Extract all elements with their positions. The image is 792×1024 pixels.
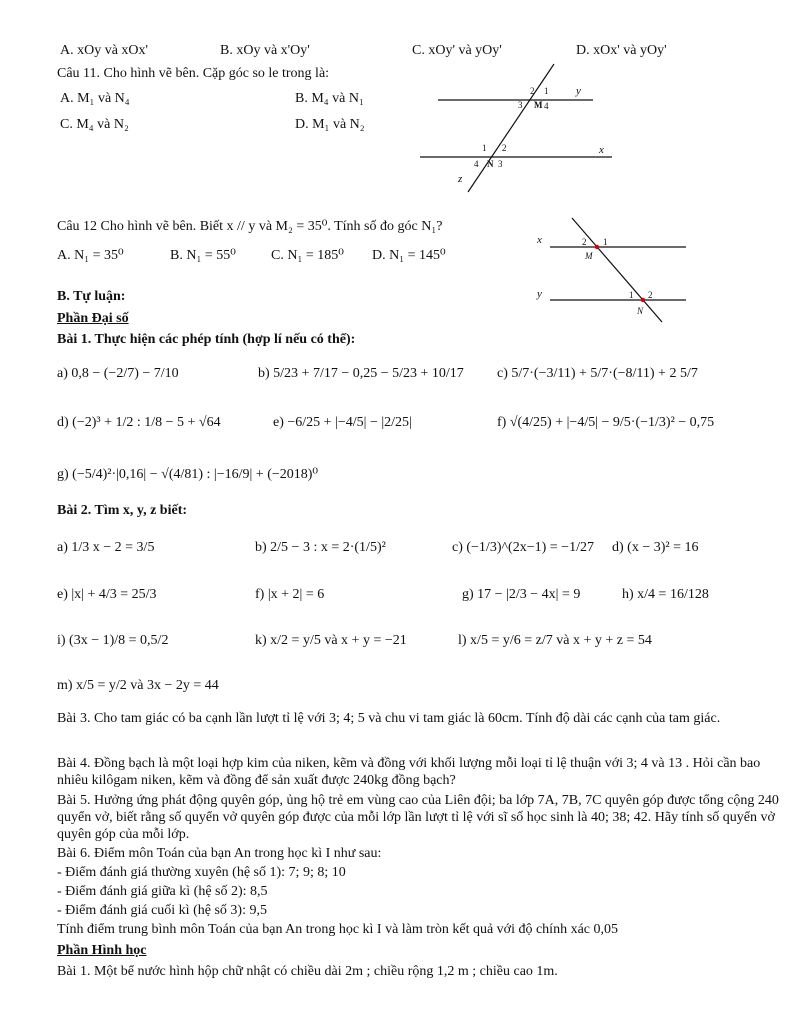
q11-option-b: B. M₄ và N₁: [295, 91, 364, 106]
q11-label-m4: 4: [544, 101, 549, 111]
q11-label-m1: 1: [544, 86, 549, 96]
q11-label-n: N: [487, 159, 494, 169]
q12-figure: [530, 214, 700, 326]
bai6-line4: Tính điểm trung bình môn Toán của bạn An trong học kì I và làm tròn kết quả với độ chính xác 0,05: [57, 922, 618, 937]
q10-option-d: D. xOx' và yOy': [576, 43, 667, 58]
q12-transversal: [572, 218, 662, 322]
q10-option-c: C. xOy' và yOy': [412, 43, 502, 58]
q12-option-c: C. N₁ = 185⁰: [271, 248, 344, 263]
bai3: Bài 3. Cho tam giác có ba cạnh lần lượt tỉ lệ với 3; 4; 5 và chu vi tam giác là 60cm. Tính độ dài các cạnh của tam giác.: [57, 711, 721, 726]
bai2-i: i) (3x − 1)/8 = 0,5/2: [57, 633, 169, 648]
bai4: Bài 4. Đồng bạch là một loại hợp kim của niken, kẽm và đồng với khối lượng mỗi loại tỉ lệ thuận với 3; 4 và 13 . Hỏi cần bao nhiêu kilôgam niken, kẽm và đồng để sản xuất được 240kg đồng bạch?: [57, 756, 761, 788]
q12-label-n2: 2: [648, 290, 653, 300]
q12-label-y: y: [537, 288, 542, 300]
bai2-a: a) 1/3 x − 2 = 3/5: [57, 540, 155, 555]
bai2-b: b) 2/5 − 3 : x = 2·(1/5)²: [255, 540, 386, 555]
bai2-c: c) (−1/3)^(2x−1) = −1/27: [452, 540, 594, 555]
q12-label-m: M: [585, 251, 593, 261]
q12-option-d: D. N₁ = 145⁰: [372, 248, 446, 263]
bai1-c: c) 5/7·(−3/11) + 5/7·(−8/11) + 2 5/7: [497, 366, 698, 381]
q10-option-b: B. xOy và x'Oy': [220, 43, 310, 58]
q11-label-m3: 3: [518, 100, 523, 110]
q12-label-n: N: [637, 306, 644, 316]
heading-hinh-hoc: Phần Hình học: [57, 943, 147, 958]
q11-label-n4: 4: [474, 159, 479, 169]
bai6-line3: - Điểm đánh giá cuối kì (hệ số 3): 9,5: [57, 903, 267, 918]
bai2-k: k) x/2 = y/5 và x + y = −21: [255, 633, 407, 648]
q11-label-x: x: [599, 144, 604, 156]
q11-label-m2: 2: [530, 86, 535, 96]
bai6-line1: - Điểm đánh giá thường xuyên (hệ số 1): 7; 9; 8; 10: [57, 865, 346, 880]
heading-tu-luan: B. Tự luận:: [57, 289, 126, 304]
heading-bai1: Bài 1. Thực hiện các phép tính (hợp lí nếu có thể):: [57, 332, 356, 347]
q12-label-x: x: [537, 234, 542, 246]
hh-bai1: Bài 1. Một bể nước hình hộp chữ nhật có chiều dài 2m ; chiều rộng 1,2 m ; chiều cao 1m.: [57, 964, 558, 979]
q11-transversal: [468, 64, 554, 192]
bai2-e: e) |x| + 4/3 = 25/3: [57, 587, 157, 602]
q11-label-y: y: [576, 85, 581, 97]
q12-label-m1: 1: [603, 237, 608, 247]
q12-label-n1: 1: [629, 290, 634, 300]
q11-label-n3: 3: [498, 159, 503, 169]
q11-label-n1: 1: [482, 143, 487, 153]
q10-option-a: A. xOy và xOx': [60, 43, 149, 58]
bai1-d: d) (−2)³ + 1/2 : 1/8 − 5 + √64: [57, 415, 221, 430]
bai2-g: g) 17 − |2/3 − 4x| = 9: [462, 587, 581, 602]
q12-point-n: [641, 298, 645, 302]
bai6-line2: - Điểm đánh giá giữa kì (hệ số 2): 8,5: [57, 884, 268, 899]
q11-stem: Câu 11. Cho hình vẽ bên. Cặp góc so le trong là:: [57, 66, 330, 81]
q11-label-m: M: [534, 100, 543, 110]
q12-option-b: B. N₁ = 55⁰: [170, 248, 236, 263]
q11-figure: [410, 62, 630, 197]
bai1-e: e) −6/25 + |−4/5| − |2/25|: [273, 415, 412, 430]
bai2-m: m) x/5 = y/2 và 3x − 2y = 44: [57, 678, 219, 693]
heading-bai2: Bài 2. Tìm x, y, z biết:: [57, 503, 188, 518]
bai1-b: b) 5/23 + 7/17 − 0,25 − 5/23 + 10/17: [258, 366, 464, 381]
q11-option-d: D. M₁ và N₂: [295, 117, 365, 132]
bai2-f: f) |x + 2| = 6: [255, 587, 325, 602]
bai1-a: a) 0,8 − (−2/7) − 7/10: [57, 366, 179, 381]
q11-option-a: A. M₁ và N₄: [60, 91, 130, 106]
bai6-stem: Bài 6. Điểm môn Toán của bạn An trong học kì I như sau:: [57, 846, 382, 861]
bai1-g: g) (−5/4)²·|0,16| − √(4/81) : |−16/9| + (−2018)⁰: [57, 467, 319, 482]
bai2-l: l) x/5 = y/6 = z/7 và x + y + z = 54: [458, 633, 652, 648]
bai2-d: d) (x − 3)² = 16: [612, 540, 699, 555]
bai1-f: f) √(4/25) + |−4/5| − 9/5·(−1/3)² − 0,75: [497, 415, 715, 430]
q11-label-n2: 2: [502, 143, 507, 153]
bai2-h: h) x/4 = 16/128: [622, 587, 709, 602]
q12-label-m2: 2: [582, 237, 587, 247]
q12-point-m: [595, 245, 599, 249]
bai5: Bài 5. Hưởng ứng phát động quyên góp, ủng hộ trẻ em vùng cao của Liên đội; ba lớp 7A, 7B, 7C quyên góp được tổng cộng 240 quyển vở, biết rằng số quyển vở quyên góp được của mỗi lớp lần lượt tỉ lệ với sĩ số học sinh là 40; 38; 42. Hãy tính số quyển vở quyên góp của mỗi lớp.: [57, 793, 779, 842]
q11-option-c: C. M₄ và N₂: [60, 117, 129, 132]
heading-dai-so: Phần Đại số: [57, 311, 129, 326]
q12-option-a: A. N₁ = 35⁰: [57, 248, 124, 263]
q11-label-z: z: [458, 173, 463, 185]
q12-stem: Câu 12 Cho hình vẽ bên. Biết x // y và M₂ = 35⁰. Tính số đo góc N₁?: [57, 219, 443, 234]
